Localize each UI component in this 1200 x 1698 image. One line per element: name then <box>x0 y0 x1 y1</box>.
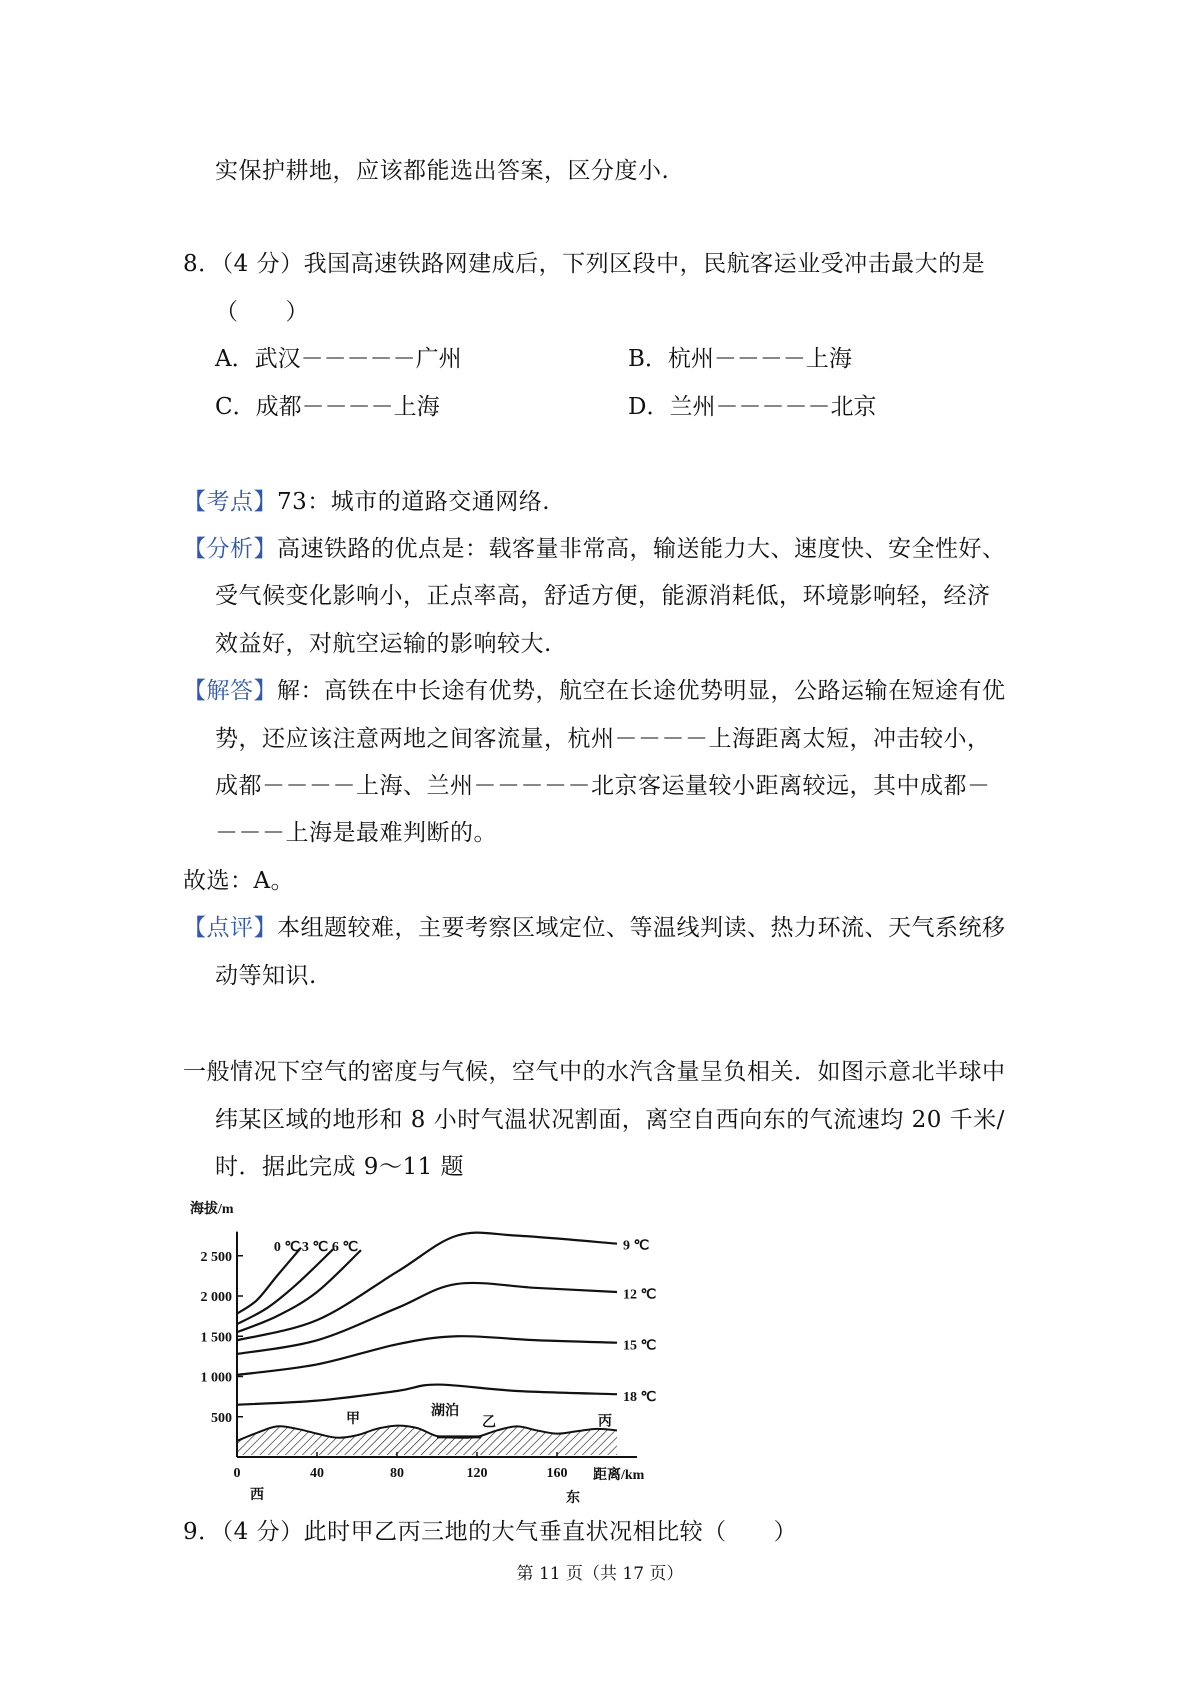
place-label: 甲 <box>346 1412 360 1428</box>
jieda-line-3: 成都－－－－上海、兰州－－－－－北京客运量较小距离较远，其中成都－ <box>215 773 991 799</box>
isotherm-line <box>237 1283 617 1354</box>
isotherm-label: 9 ℃ <box>623 1238 650 1254</box>
dianping-line-2: 动等知识. <box>215 963 317 989</box>
option-a: A．武汉－－－－－广州 <box>215 346 462 372</box>
jieda-line-2: 势，还应该注意两地之间客流量，杭州－－－－上海距离太短，冲击较小， <box>215 726 991 752</box>
fenxi-line-2: 受气候变化影响小，正点率高，舒适方便，能源消耗低，环境影响轻，经济 <box>215 583 991 609</box>
isotherm-label: 12 ℃ <box>623 1287 657 1303</box>
isotherm-series <box>237 1233 617 1405</box>
jieda-line-4: －－－上海是最难判断的。 <box>215 820 497 846</box>
isotherm-line <box>237 1248 301 1314</box>
y-tick-label: 500 <box>211 1410 232 1426</box>
isotherm-label: 6 ℃ <box>331 1240 359 1256</box>
isotherm-line <box>237 1250 361 1332</box>
place-label: 湖泊 <box>431 1404 459 1420</box>
y-tick-label: 1 500 <box>200 1330 232 1346</box>
x-tick-label: 80 <box>390 1466 404 1481</box>
option-c: C．成都－－－－上海 <box>215 394 440 420</box>
isotherm-label: 0 ℃ <box>273 1240 301 1256</box>
isotherm-label: 3 ℃ <box>301 1240 329 1256</box>
jieda-text: 解：高铁在中长途有优势，航空在长途优势明显，公路运输在短途有优 <box>277 678 1006 704</box>
dianping-text: 本组题较难，主要考察区域定位、等温线判读、热力环流、天气系统移 <box>277 915 1006 941</box>
x-tick-label: 160 <box>546 1466 568 1481</box>
temperature-profile-chart <box>180 1195 700 1505</box>
isotherm-label: 15 ℃ <box>623 1338 657 1354</box>
direction-east: 东 <box>566 1491 580 1505</box>
fenxi-tag: 【分析】 <box>183 536 277 562</box>
question-8-blank: （ ） <box>215 299 309 325</box>
continuation-line: 实保护耕地，应该都能选出答案，区分度小. <box>215 158 670 184</box>
y-axis-label: 海拔/m <box>190 1202 234 1217</box>
fenxi-line-1 <box>183 535 1006 563</box>
y-tick-label: 2 500 <box>200 1249 232 1265</box>
y-tick-label: 1 000 <box>200 1370 232 1386</box>
question-text: （4 分）此时甲乙丙三地的大气垂直状况相比较（ ） <box>221 1519 798 1545</box>
option-b: B．杭州－－－－上海 <box>628 346 852 372</box>
fenxi-line-3: 效益好，对航空运输的影响较大. <box>215 631 552 657</box>
question-number: 9． <box>183 1519 222 1545</box>
kaodian-text: 73：城市的道路交通网络. <box>277 489 551 515</box>
question-9-stem <box>183 1518 797 1546</box>
answer-line: 故选：A。 <box>183 868 295 894</box>
y-tick-label: 2 000 <box>200 1290 232 1305</box>
jieda-line-1 <box>183 677 1006 705</box>
question-number: 8． <box>183 251 222 277</box>
intro-line-1: 一般情况下空气的密度与气候，空气中的水汽含量呈负相关．如图示意北半球中 <box>183 1059 1006 1085</box>
place-label: 丙 <box>598 1414 612 1430</box>
terrain-hatch <box>237 1426 617 1455</box>
x-tick-label: 0 <box>233 1466 241 1481</box>
option-d: D．兰州－－－－－北京 <box>628 394 877 420</box>
question-text: （4 分）我国高速铁路网建成后，下列区段中，民航客运业受冲击最大的是 <box>221 251 986 277</box>
direction-west: 西 <box>250 1488 264 1503</box>
chart-labels <box>190 1200 657 1505</box>
terrain-profile <box>237 1426 617 1455</box>
isotherm-line <box>237 1336 617 1375</box>
question-8-stem <box>183 250 985 278</box>
dianping-line-1 <box>183 914 1006 942</box>
isotherm-label: 18 ℃ <box>623 1389 657 1405</box>
intro-line-2: 纬某区域的地形和 8 小时气温状况割面，离空自西向东的气流速均 20 千米/ <box>215 1107 1005 1133</box>
fenxi-text: 高速铁路的优点是：载客量非常高，输送能力大、速度快、安全性好、 <box>277 536 1006 562</box>
place-label: 乙 <box>482 1415 496 1431</box>
x-tick-label: 120 <box>466 1466 488 1481</box>
kaodian-line <box>183 488 550 516</box>
x-tick-label: 40 <box>310 1466 324 1481</box>
page-footer: 第 11 页（共 17 页） <box>516 1564 684 1584</box>
x-axis-label: 距离/km <box>593 1468 645 1483</box>
dianping-tag: 【点评】 <box>183 915 277 941</box>
jieda-tag: 【解答】 <box>183 678 277 704</box>
isotherm-line <box>237 1385 617 1405</box>
kaodian-tag: 【考点】 <box>183 489 277 515</box>
intro-line-3: 时．据此完成 9～11 题 <box>215 1154 465 1180</box>
